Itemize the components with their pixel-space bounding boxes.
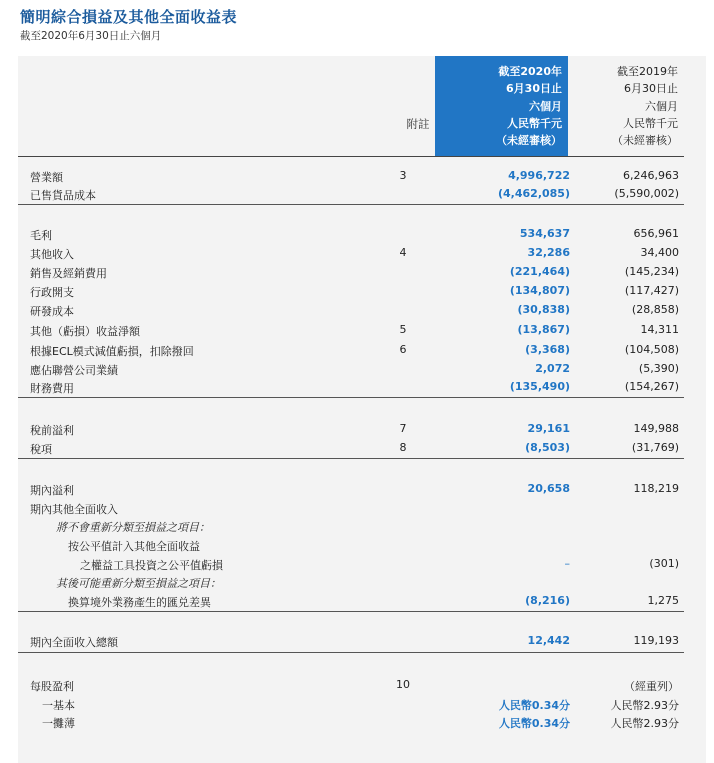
table-row [18,243,684,262]
row-label: 按公平值計入其他全面收益 [68,540,200,553]
table-row [18,535,684,554]
row-label: 稅項 [30,443,52,456]
table-row [18,591,684,610]
table-row [18,262,684,281]
row-note: 8 [399,441,407,454]
table-row [18,631,684,650]
value-2019: (301) [649,557,679,570]
column-header-2019 [568,56,684,156]
row-label: 行政開支 [30,286,74,299]
value-2020: (3,368) [525,343,570,356]
page-subtitle: 截至2020年6月30日止六個月 [20,30,162,42]
header-2019-line: （未經審核） [612,134,678,148]
row-note: 4 [399,246,407,259]
header-2020-line: 6月30日止 [506,82,562,96]
table-row [18,438,684,457]
value-2019: (28,858) [631,303,679,316]
row-note: 7 [399,422,407,435]
value-2020: 人民幣0.34分 [498,699,570,712]
value-2020: (221,464) [509,265,570,278]
header-2019-line: 截至2019年 [617,65,678,78]
row-label: 其他收入 [30,248,74,261]
row-label: 根據ECL模式減值虧損，扣除撥回 [30,345,194,358]
value-2020: (135,490) [509,380,570,393]
table-row [18,572,684,591]
value-2020: 人民幣0.34分 [498,717,570,730]
row-label: 銷售及經銷費用 [30,267,107,280]
value-2020: 20,658 [527,482,570,495]
table-row [18,675,684,694]
row-label: 之權益工具投資之公平值虧損 [80,559,223,572]
value-2019: (117,427) [624,284,679,297]
header-2020-line: （未經審核） [496,134,562,148]
table-row [18,320,684,339]
table-row [18,359,684,378]
table-row [18,281,684,300]
value-2020: 29,161 [527,422,570,435]
value-2019: (5,590,002) [614,187,679,200]
table-row [18,340,684,359]
value-2019: (5,390) [638,362,679,375]
value-2020: 4,996,722 [508,169,570,182]
table-row [18,419,684,438]
value-2019: 14,311 [640,323,679,336]
column-header-2020 [435,56,568,156]
table-row [18,554,684,573]
table-row [18,166,684,185]
value-2019: 6,246,963 [623,169,679,182]
header-2020-line: 人民幣千元 [507,116,562,130]
header-2019-line: 人民幣千元 [623,116,678,130]
row-label: 其他（虧損）收益淨額 [30,325,140,338]
table-row [18,694,684,713]
table-row [18,300,684,319]
value-2020: (134,807) [509,284,570,297]
table-row [18,184,684,203]
section-divider [18,611,684,612]
note-column-header: 附註 [406,117,430,131]
value-2019: 118,219 [633,482,679,495]
value-2020: 12,442 [527,634,570,647]
row-label: 財務費用 [30,382,74,395]
section-divider [18,204,684,205]
page-title: 簡明綜合損益及其他全面收益表 [20,8,238,26]
row-label: 期內全面收入總額 [30,636,118,649]
table-row [18,479,684,498]
table-row [18,224,684,243]
header-2019-line: 6月30日止 [624,82,678,96]
value-2020: (8,216) [525,594,570,607]
value-2020: (30,838) [517,303,570,316]
table-header [18,56,684,157]
row-label: 應佔聯營公司業績 [30,364,118,377]
header-2019-line: 六個月 [645,99,678,113]
table-row [18,377,684,396]
row-note: 5 [399,323,407,336]
value-2019: （經重列） [624,680,679,693]
value-2019: 119,193 [633,634,679,647]
row-label: 換算境外業務產生的匯兑差異 [68,596,211,609]
row-label: 每股盈利 [30,680,74,693]
row-label: 已售貨品成本 [30,189,96,202]
section-divider [18,458,684,459]
section-divider [18,397,684,398]
row-note: 6 [399,343,407,356]
row-label: 研發成本 [30,305,74,318]
row-label: 期內溢利 [30,484,74,497]
table-row [18,516,684,535]
row-label: 一基本 [42,699,75,712]
value-2019: 人民幣2.93分 [610,717,679,730]
value-2020: 2,072 [535,362,570,375]
value-2020: (13,867) [517,323,570,336]
section-divider [18,652,684,653]
value-2019: 1,275 [647,594,679,607]
value-2019: (145,234) [624,265,679,278]
value-2019: 656,961 [633,227,679,240]
value-2019: 34,400 [640,246,679,259]
value-2020: 32,286 [527,246,570,259]
table-row [18,712,684,731]
value-2019: (31,769) [631,441,679,454]
table-row [18,498,684,517]
row-label: 毛利 [30,229,52,242]
header-2020-line: 六個月 [529,99,562,113]
row-label: 一攤薄 [42,717,75,730]
value-2019: (154,267) [624,380,679,393]
value-2020: – [564,557,570,570]
statement-panel [18,56,706,763]
value-2020: 534,637 [519,227,570,240]
row-label: 期內其他全面收入 [30,503,118,516]
value-2019: (104,508) [624,343,679,356]
value-2019: 人民幣2.93分 [610,699,679,712]
row-label: 其後可能重新分類至損益之項目： [56,577,221,590]
value-2019: 149,988 [633,422,679,435]
row-note: 3 [399,169,407,182]
row-label: 將不會重新分類至損益之項目： [56,521,210,534]
row-label: 稅前溢利 [30,424,74,437]
value-2020: (8,503) [525,441,570,454]
row-note: 10 [396,678,410,691]
row-label: 營業額 [30,171,63,184]
value-2020: (4,462,085) [498,187,570,200]
header-2020-line: 截至2020年 [498,65,562,78]
